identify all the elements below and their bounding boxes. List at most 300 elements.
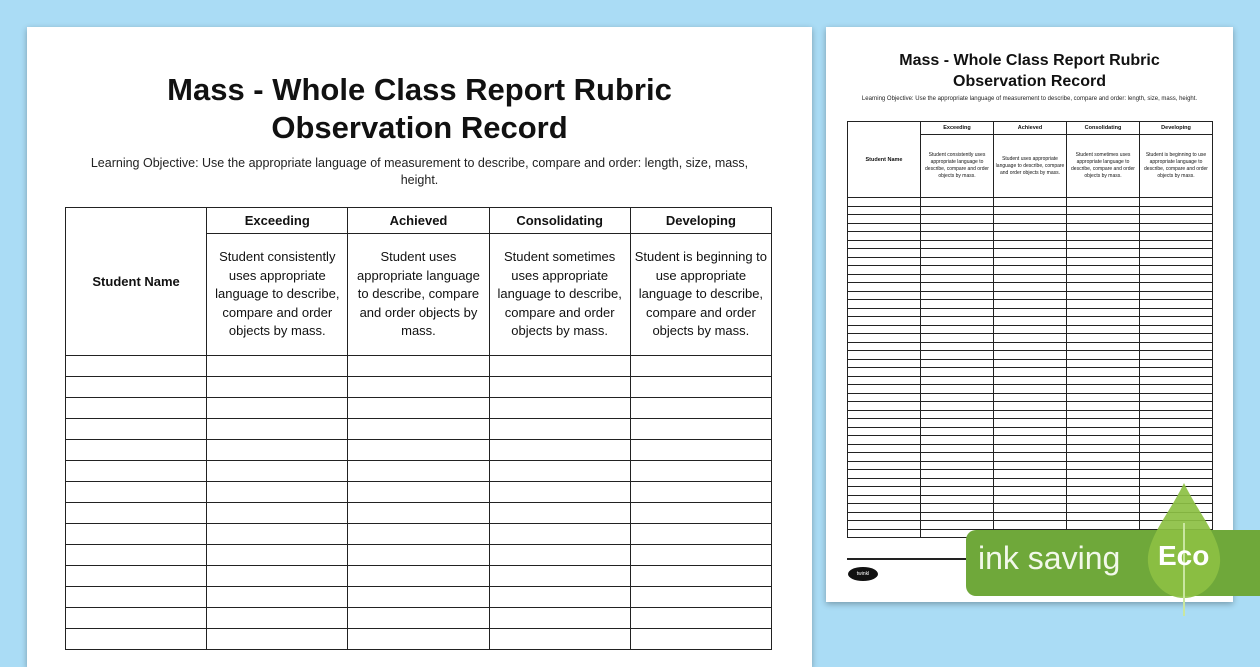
table-cell[interactable] [921, 368, 994, 377]
table-cell[interactable] [630, 398, 771, 419]
table-cell[interactable] [1140, 376, 1213, 385]
table-cell[interactable] [1067, 257, 1140, 266]
table-cell[interactable] [66, 608, 207, 629]
table-cell[interactable] [630, 545, 771, 566]
table-cell[interactable] [921, 240, 994, 249]
table-cell[interactable] [207, 440, 348, 461]
table-cell[interactable] [348, 356, 489, 377]
table-cell[interactable] [921, 300, 994, 309]
table-cell[interactable] [848, 512, 921, 521]
table-cell[interactable] [1140, 291, 1213, 300]
table-cell[interactable] [994, 410, 1067, 419]
table-cell[interactable] [66, 440, 207, 461]
table-cell[interactable] [848, 410, 921, 419]
table-cell[interactable] [630, 503, 771, 524]
table-cell[interactable] [848, 521, 921, 530]
table-cell[interactable] [489, 629, 630, 650]
table-cell[interactable] [921, 359, 994, 368]
table-cell[interactable] [348, 503, 489, 524]
table-cell[interactable] [921, 206, 994, 215]
table-cell[interactable] [489, 461, 630, 482]
table-cell[interactable] [207, 566, 348, 587]
table-cell[interactable] [630, 587, 771, 608]
table-cell[interactable] [994, 402, 1067, 411]
table-cell[interactable] [1140, 461, 1213, 470]
table-cell[interactable] [1067, 385, 1140, 394]
table-cell[interactable] [921, 402, 994, 411]
table-cell[interactable] [1067, 436, 1140, 445]
column-description: Student consistently uses appropriate language to describe, compare and order objects by mass. [921, 135, 994, 198]
table-cell[interactable] [489, 545, 630, 566]
table-cell[interactable] [348, 482, 489, 503]
table-row [848, 453, 1213, 462]
table-cell[interactable] [348, 629, 489, 650]
table-cell[interactable] [994, 257, 1067, 266]
table-cell[interactable] [994, 504, 1067, 513]
table-cell[interactable] [1140, 317, 1213, 326]
table-cell[interactable] [921, 512, 994, 521]
table-cell[interactable] [1067, 198, 1140, 207]
column-description: Student uses appropriate language to describe, compare and order objects by mass. [348, 234, 489, 356]
table-cell[interactable] [489, 608, 630, 629]
table-cell[interactable] [1140, 351, 1213, 360]
table-cell[interactable] [207, 524, 348, 545]
table-cell[interactable] [348, 545, 489, 566]
table-row [848, 368, 1213, 377]
table-cell[interactable] [1067, 512, 1140, 521]
table-cell[interactable] [1140, 368, 1213, 377]
table-cell[interactable] [630, 377, 771, 398]
table-cell[interactable] [1067, 427, 1140, 436]
table-cell[interactable] [1140, 257, 1213, 266]
table-cell[interactable] [1140, 274, 1213, 283]
column-header-developing: Developing [630, 208, 771, 234]
table-cell[interactable] [994, 266, 1067, 275]
table-cell[interactable] [207, 545, 348, 566]
table-cell[interactable] [207, 503, 348, 524]
table-cell[interactable] [1067, 266, 1140, 275]
table-row [848, 393, 1213, 402]
table-cell[interactable] [1140, 232, 1213, 241]
table-cell[interactable] [994, 274, 1067, 283]
table-row [66, 440, 772, 461]
table-cell[interactable] [994, 419, 1067, 428]
table-cell[interactable] [1140, 240, 1213, 249]
table-cell[interactable] [994, 461, 1067, 470]
table-cell[interactable] [1140, 444, 1213, 453]
table-row [66, 545, 772, 566]
table-cell[interactable] [1067, 300, 1140, 309]
table-cell[interactable] [921, 223, 994, 232]
table-cell[interactable] [489, 566, 630, 587]
table-cell[interactable] [348, 398, 489, 419]
column-description: Student sometimes uses appropriate language to describe, compare and order objects by mass. [1067, 135, 1140, 198]
table-cell[interactable] [1140, 342, 1213, 351]
table-cell[interactable] [921, 283, 994, 292]
table-cell[interactable] [1140, 453, 1213, 462]
table-cell[interactable] [848, 478, 921, 487]
table-cell[interactable] [848, 470, 921, 479]
column-header-exceeding: Exceeding [921, 122, 994, 135]
table-cell[interactable] [348, 587, 489, 608]
table-row [848, 249, 1213, 258]
table-cell[interactable] [994, 478, 1067, 487]
table-cell[interactable] [921, 461, 994, 470]
preview-page-large [27, 27, 812, 667]
table-cell[interactable] [207, 587, 348, 608]
table-cell[interactable] [1140, 266, 1213, 275]
table-cell[interactable] [921, 495, 994, 504]
table-row [848, 359, 1213, 368]
table-cell[interactable] [848, 402, 921, 411]
table-cell[interactable] [994, 359, 1067, 368]
table-cell[interactable] [66, 524, 207, 545]
table-row [848, 291, 1213, 300]
table-cell[interactable] [1067, 359, 1140, 368]
table-cell[interactable] [848, 325, 921, 334]
table-cell[interactable] [1067, 444, 1140, 453]
table-cell[interactable] [348, 524, 489, 545]
table-cell[interactable] [994, 240, 1067, 249]
table-cell[interactable] [207, 608, 348, 629]
table-cell[interactable] [994, 206, 1067, 215]
table-cell[interactable] [207, 461, 348, 482]
table-row [848, 257, 1213, 266]
table-cell[interactable] [848, 419, 921, 428]
table-cell[interactable] [921, 393, 994, 402]
table-cell[interactable] [848, 461, 921, 470]
table-cell[interactable] [994, 495, 1067, 504]
table-cell[interactable] [66, 629, 207, 650]
table-cell[interactable] [921, 198, 994, 207]
table-row [848, 427, 1213, 436]
title-line-2: Observation Record [271, 110, 568, 145]
title-line-2: Observation Record [953, 73, 1106, 90]
table-row [848, 206, 1213, 215]
table-cell[interactable] [489, 377, 630, 398]
table-cell[interactable] [1067, 521, 1140, 530]
table-cell[interactable] [921, 470, 994, 479]
table-cell[interactable] [921, 444, 994, 453]
table-row [66, 356, 772, 377]
column-header-achieved: Achieved [348, 208, 489, 234]
table-cell[interactable] [348, 377, 489, 398]
table-cell[interactable] [1140, 427, 1213, 436]
table-cell[interactable] [1067, 368, 1140, 377]
table-cell[interactable] [66, 566, 207, 587]
table-cell[interactable] [921, 266, 994, 275]
table-cell[interactable] [848, 249, 921, 258]
table-cell[interactable] [921, 385, 994, 394]
table-cell[interactable] [1140, 436, 1213, 445]
column-description: Student consistently uses appropriate language to describe, compare and order objects by mass. [207, 234, 348, 356]
table-cell[interactable] [489, 419, 630, 440]
table-cell[interactable] [848, 495, 921, 504]
table-cell[interactable] [489, 440, 630, 461]
table-cell[interactable] [994, 283, 1067, 292]
table-row [848, 223, 1213, 232]
table-cell[interactable] [994, 385, 1067, 394]
table-cell[interactable] [1067, 274, 1140, 283]
table-cell[interactable] [66, 482, 207, 503]
table-cell[interactable] [921, 291, 994, 300]
table-cell[interactable] [848, 266, 921, 275]
table-cell[interactable] [848, 198, 921, 207]
table-cell[interactable] [994, 308, 1067, 317]
table-cell[interactable] [848, 487, 921, 496]
table-cell[interactable] [207, 398, 348, 419]
table-cell[interactable] [66, 398, 207, 419]
table-cell[interactable] [66, 419, 207, 440]
column-description: Student is beginning to use appropriate language to describe, compare and order objects by mass. [1140, 135, 1213, 198]
table-cell[interactable] [1067, 240, 1140, 249]
table-cell[interactable] [994, 427, 1067, 436]
table-cell[interactable] [1067, 419, 1140, 428]
table-cell[interactable] [1067, 232, 1140, 241]
table-cell[interactable] [994, 368, 1067, 377]
table-cell[interactable] [921, 215, 994, 224]
table-cell[interactable] [489, 587, 630, 608]
table-cell[interactable] [1140, 215, 1213, 224]
table-cell[interactable] [66, 587, 207, 608]
table-cell[interactable] [848, 376, 921, 385]
table-cell[interactable] [1067, 376, 1140, 385]
table-cell[interactable] [1140, 198, 1213, 207]
table-cell[interactable] [1140, 410, 1213, 419]
table-cell[interactable] [848, 436, 921, 445]
table-cell[interactable] [1140, 249, 1213, 258]
table-cell[interactable] [848, 223, 921, 232]
table-cell[interactable] [489, 356, 630, 377]
table-cell[interactable] [348, 608, 489, 629]
table-cell[interactable] [848, 504, 921, 513]
table-cell[interactable] [848, 393, 921, 402]
table-cell[interactable] [921, 487, 994, 496]
table-cell[interactable] [994, 453, 1067, 462]
table-cell[interactable] [66, 356, 207, 377]
table-cell[interactable] [848, 308, 921, 317]
table-cell[interactable] [630, 566, 771, 587]
table-cell[interactable] [994, 334, 1067, 343]
table-cell[interactable] [489, 524, 630, 545]
table-cell[interactable] [848, 232, 921, 241]
table-cell[interactable] [207, 629, 348, 650]
table-cell[interactable] [848, 257, 921, 266]
table-cell[interactable] [848, 291, 921, 300]
table-cell[interactable] [1067, 470, 1140, 479]
table-cell[interactable] [1067, 223, 1140, 232]
table-cell[interactable] [1067, 291, 1140, 300]
table-cell[interactable] [1067, 495, 1140, 504]
table-cell[interactable] [630, 356, 771, 377]
table-cell[interactable] [848, 300, 921, 309]
table-cell[interactable] [1067, 334, 1140, 343]
table-cell[interactable] [1067, 215, 1140, 224]
table-cell[interactable] [994, 249, 1067, 258]
table-cell[interactable] [1067, 351, 1140, 360]
table-cell[interactable] [1067, 317, 1140, 326]
table-cell[interactable] [921, 376, 994, 385]
table-cell[interactable] [348, 461, 489, 482]
table-cell[interactable] [921, 453, 994, 462]
table-cell[interactable] [1140, 325, 1213, 334]
table-cell[interactable] [1140, 283, 1213, 292]
table-cell[interactable] [994, 232, 1067, 241]
student-name-header: Student Name [66, 208, 207, 356]
table-cell[interactable] [921, 249, 994, 258]
table-cell[interactable] [848, 444, 921, 453]
table-row [848, 351, 1213, 360]
table-cell[interactable] [994, 512, 1067, 521]
table-cell[interactable] [1067, 283, 1140, 292]
table-cell[interactable] [630, 524, 771, 545]
table-cell[interactable] [848, 453, 921, 462]
table-row [848, 444, 1213, 453]
table-cell[interactable] [921, 351, 994, 360]
table-cell[interactable] [1140, 385, 1213, 394]
table-cell[interactable] [921, 257, 994, 266]
table-cell[interactable] [348, 566, 489, 587]
column-header-consolidating: Consolidating [1067, 122, 1140, 135]
table-cell[interactable] [994, 487, 1067, 496]
table-cell[interactable] [848, 317, 921, 326]
table-cell[interactable] [1067, 402, 1140, 411]
table-cell[interactable] [994, 198, 1067, 207]
table-cell[interactable] [921, 342, 994, 351]
table-cell[interactable] [1067, 325, 1140, 334]
table-cell[interactable] [1140, 419, 1213, 428]
table-cell[interactable] [921, 334, 994, 343]
table-cell[interactable] [848, 215, 921, 224]
table-cell[interactable] [1067, 308, 1140, 317]
table-cell[interactable] [66, 461, 207, 482]
table-cell[interactable] [1067, 478, 1140, 487]
table-cell[interactable] [921, 317, 994, 326]
table-cell[interactable] [994, 291, 1067, 300]
table-cell[interactable] [921, 410, 994, 419]
table-cell[interactable] [921, 325, 994, 334]
table-row [848, 308, 1213, 317]
table-cell[interactable] [489, 503, 630, 524]
table-cell[interactable] [1067, 487, 1140, 496]
table-cell[interactable] [66, 545, 207, 566]
table-cell[interactable] [489, 398, 630, 419]
table-cell[interactable] [630, 419, 771, 440]
table-cell[interactable] [848, 385, 921, 394]
table-cell[interactable] [994, 436, 1067, 445]
table-cell[interactable] [1067, 461, 1140, 470]
table-cell[interactable] [630, 482, 771, 503]
table-cell[interactable] [848, 351, 921, 360]
table-cell[interactable] [994, 351, 1067, 360]
table-cell[interactable] [994, 317, 1067, 326]
table-cell[interactable] [921, 419, 994, 428]
table-cell[interactable] [994, 444, 1067, 453]
eco-label: Eco [1158, 540, 1210, 571]
table-cell[interactable] [921, 504, 994, 513]
table-row [66, 503, 772, 524]
table-cell[interactable] [848, 342, 921, 351]
learning-objective: Learning Objective: Use the appropriate language of measurement to describe, compare and order: length, size, mass, height. [90, 156, 749, 187]
table-cell[interactable] [207, 482, 348, 503]
table-cell[interactable] [1067, 410, 1140, 419]
table-cell[interactable] [1067, 393, 1140, 402]
table-cell[interactable] [848, 359, 921, 368]
table-cell[interactable] [921, 232, 994, 241]
column-description: Student uses appropriate language to describe, compare and order objects by mass. [994, 135, 1067, 198]
table-cell[interactable] [207, 356, 348, 377]
table-cell[interactable] [66, 503, 207, 524]
table-cell[interactable] [848, 368, 921, 377]
table-cell[interactable] [630, 461, 771, 482]
table-cell[interactable] [994, 223, 1067, 232]
table-cell[interactable] [994, 215, 1067, 224]
table-cell[interactable] [921, 436, 994, 445]
table-cell[interactable] [630, 440, 771, 461]
table-cell[interactable] [921, 274, 994, 283]
table-cell[interactable] [489, 482, 630, 503]
table-cell[interactable] [848, 427, 921, 436]
table-row [848, 334, 1213, 343]
table-cell[interactable] [994, 342, 1067, 351]
table-cell[interactable] [348, 440, 489, 461]
table-row [66, 419, 772, 440]
table-cell[interactable] [1067, 453, 1140, 462]
rubric-table-small [847, 121, 1213, 538]
table-cell[interactable] [1140, 470, 1213, 479]
table-cell[interactable] [994, 521, 1067, 530]
table-cell[interactable] [921, 521, 994, 530]
table-cell[interactable] [848, 283, 921, 292]
table-row [66, 629, 772, 650]
column-header-exceeding: Exceeding [207, 208, 348, 234]
table-cell[interactable] [848, 206, 921, 215]
table-cell[interactable] [1140, 334, 1213, 343]
table-cell[interactable] [994, 393, 1067, 402]
table-cell[interactable] [1067, 342, 1140, 351]
table-cell[interactable] [994, 300, 1067, 309]
table-cell[interactable] [630, 608, 771, 629]
table-cell[interactable] [1140, 402, 1213, 411]
table-cell[interactable] [1067, 206, 1140, 215]
table-cell[interactable] [630, 629, 771, 650]
table-cell[interactable] [1067, 504, 1140, 513]
table-cell[interactable] [207, 419, 348, 440]
table-cell[interactable] [994, 470, 1067, 479]
table-cell[interactable] [1140, 359, 1213, 368]
table-cell[interactable] [207, 377, 348, 398]
table-cell[interactable] [848, 240, 921, 249]
table-cell[interactable] [994, 325, 1067, 334]
table-cell[interactable] [994, 376, 1067, 385]
table-cell[interactable] [921, 308, 994, 317]
table-cell[interactable] [921, 427, 994, 436]
table-cell[interactable] [848, 274, 921, 283]
table-row [848, 402, 1213, 411]
table-cell[interactable] [1140, 308, 1213, 317]
table-cell[interactable] [1140, 223, 1213, 232]
table-cell[interactable] [848, 334, 921, 343]
table-cell[interactable] [348, 419, 489, 440]
table-cell[interactable] [1067, 249, 1140, 258]
table-cell[interactable] [921, 478, 994, 487]
table-cell[interactable] [1140, 206, 1213, 215]
table-cell[interactable] [848, 529, 921, 538]
table-row [848, 376, 1213, 385]
table-cell[interactable] [1140, 300, 1213, 309]
table-cell[interactable] [66, 377, 207, 398]
table-cell[interactable] [1140, 393, 1213, 402]
